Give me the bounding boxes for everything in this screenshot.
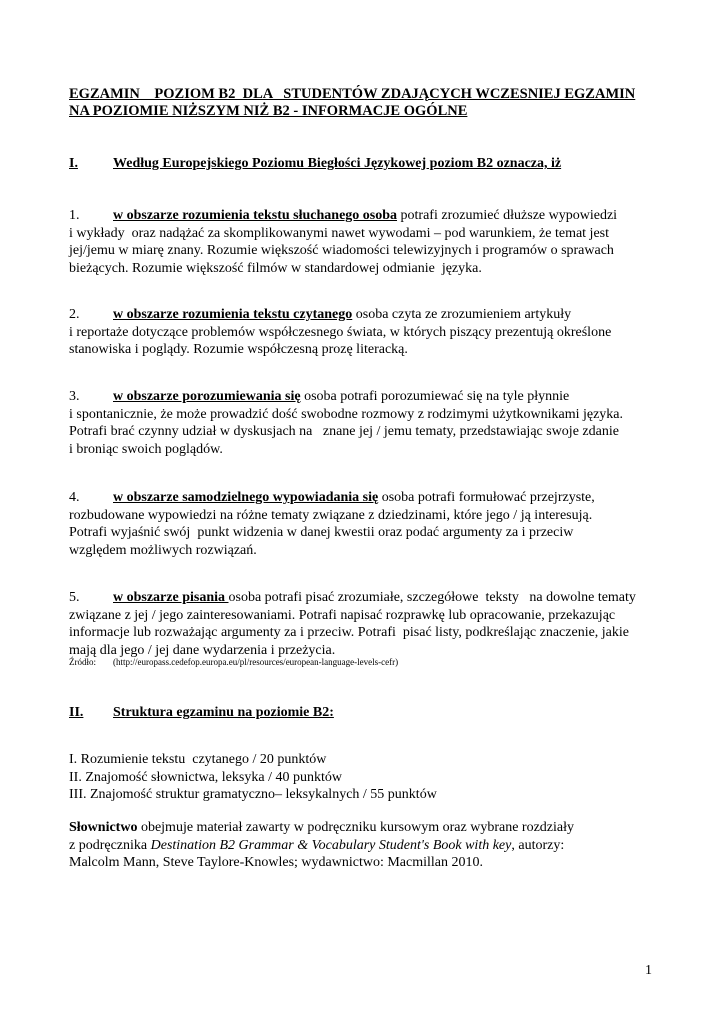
page-number: 1 — [645, 963, 652, 978]
item-number: 5. — [69, 590, 80, 605]
item-text: osoba potrafi formułować przejrzyste, — [378, 490, 595, 505]
item-1-paragraph — [69, 207, 659, 277]
item-text: potrafi zrozumieć dłuższe wypowiedzi — [397, 208, 618, 223]
item-3-paragraph — [69, 388, 659, 458]
item-line: mają dla jego / jej dane wydarzenia i przeżycia. — [69, 642, 336, 658]
section-1-number: I. — [69, 156, 78, 171]
item-2-paragraph — [69, 306, 659, 359]
vocabulary-text: Malcolm Mann, Steve Taylore-Knowles; wydawnictwo: Macmillan 2010. — [69, 855, 484, 870]
source-note — [69, 657, 398, 668]
item-4-paragraph — [69, 489, 659, 559]
item-text: osoba potrafi porozumiewać się na tyle płynnie — [300, 389, 570, 404]
item-line: i wykłady oraz nadążać za skomplikowanymi nawet wywodami – pod warunkiem, że temat jest — [69, 225, 609, 241]
item-number: 1. — [69, 208, 80, 223]
item-line: rozbudowane wypowiedzi na różne tematy związane z dziedzinami, które jego / ją interesują. — [69, 507, 593, 523]
section-1-heading — [69, 155, 561, 172]
item-line: i reportaże dotyczące problemów współczesnego świata, w których piszący prezentują określone — [69, 324, 612, 340]
vocabulary-text: obejmuje materiał zawarty w podręczniku kursowym oraz wybrane rozdziały — [137, 820, 575, 835]
section-2-number: II. — [69, 705, 84, 720]
section-1-title: Według Europejskiego Poziomu Biegłości Językowej poziom B2 oznacza, iż — [113, 156, 562, 171]
item-text: osoba czyta ze zrozumieniem artykuły — [352, 307, 572, 322]
item-number: 4. — [69, 490, 80, 505]
exam-part-item: II. Znajomość słownictwa, leksyka / 40 punktów — [69, 769, 342, 785]
item-line: stanowiska i poglądy. Rozumie współczesną prozę literacką. — [69, 342, 408, 357]
item-text: osoba potrafi pisać zrozumiałe, szczegółowe teksty na dowolne tematy — [228, 590, 636, 605]
item-highlight: w obszarze rozumienia tekstu czytanego — [113, 307, 353, 322]
vocabulary-label: Słownictwo — [69, 820, 138, 835]
item-line: Potrafi brać czynny udział w dyskusjach na znane jej / jemu tematy, przedstawiając swoje zdanie — [69, 424, 619, 439]
section-2-heading — [69, 704, 334, 721]
title-line-1: EGZAMIN POZIOM B2 DLA STUDENTÓW ZDAJĄCYCH WCZESNIEJ EGZAMIN — [69, 86, 636, 102]
item-highlight: w obszarze porozumiewania się — [113, 389, 301, 404]
source-url: (http://europass.cedefop.europa.eu/pl/resources/european-language-levels-cefr) — [113, 657, 399, 667]
item-highlight: w obszarze pisania — [113, 590, 229, 605]
source-label: Źródło: — [69, 657, 96, 667]
vocabulary-paragraph — [69, 819, 659, 872]
item-line: związane z jej / jego zainteresowaniami. Potrafi napisać rozprawkę lub opracowanie, przekazując — [69, 607, 616, 623]
document-title — [69, 86, 659, 120]
vocabulary-text: z podręcznika — [69, 837, 151, 853]
section-2-title: Struktura egzaminu na poziomie B2: — [113, 705, 334, 720]
item-highlight: w obszarze samodzielnego wypowiadania się — [113, 490, 379, 505]
item-5-paragraph — [69, 589, 659, 659]
item-line: bieżących. Rozumie większość filmów w standardowej odmianie języka. — [69, 260, 482, 276]
vocabulary-text: , autorzy: — [511, 837, 565, 853]
item-line: jej/jemu w miarę znany. Rozumie większość wiadomości telewizyjnych i programów o sprawach — [69, 243, 614, 258]
item-line: względem możliwych rozwiązań. — [69, 542, 257, 558]
item-number: 3. — [69, 389, 80, 404]
exam-part-item: I. Rozumienie tekstu czytanego / 20 punktów — [69, 752, 327, 767]
item-number: 2. — [69, 307, 80, 322]
item-line: i broniąc swoich poglądów. — [69, 441, 223, 457]
book-title: Destination B2 Grammar & Vocabulary Student's Book with key — [150, 837, 512, 853]
item-line: i spontanicznie, że może prowadzić dość swobodne rozmowy z rodzimymi użytkownikami języka. — [69, 406, 623, 422]
title-line-2: NA POZIOMIE NIŻSZYM NIŻ B2 - INFORMACJE OGÓLNE — [69, 103, 468, 119]
item-highlight: w obszarze rozumienia tekstu słuchanego osoba — [113, 208, 398, 223]
item-line: Potrafi wyjaśnić swój punkt widzenia w danej kwestii oraz podać argumenty za i przeciw — [69, 525, 574, 540]
exam-parts-list — [69, 751, 437, 804]
exam-part-item: III. Znajomość struktur gramatyczno– leksykalnych / 55 punktów — [69, 787, 437, 802]
item-line: informacje lub rozważając argumenty za i przeciw. Potrafi pisać listy, podkreślając znaczenie, jakie — [69, 625, 629, 640]
